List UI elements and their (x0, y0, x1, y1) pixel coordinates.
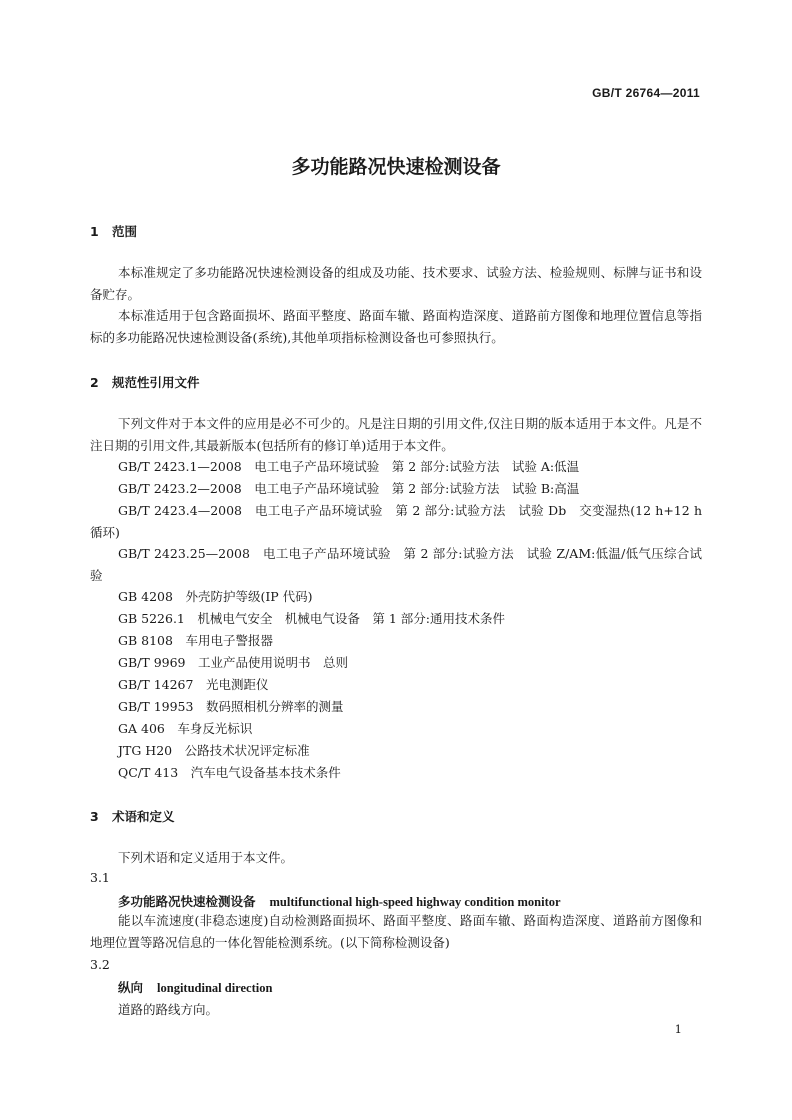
term-heading (118, 978, 272, 996)
reference-item: GB/T 9969 工业产品使用说明书 总则 (118, 655, 349, 670)
section-title: 范围 (112, 224, 138, 239)
section-number: 1 (90, 224, 99, 239)
term-english: multifunctional high-speed highway condition monitor (269, 895, 561, 909)
reference-item: JTG H20 公路技术状况评定标准 (118, 743, 310, 758)
document-title: 多功能路况快速检测设备 (291, 156, 501, 178)
scope-paragraph-2: 本标准适用于包含路面损坏、路面平整度、路面车辙、路面构造深度、道路前方图像和地理位置信息等指标的多功能路况快速检测设备(系统),其他单项指标检测设备也可参照执行。 (90, 308, 702, 345)
reference-item: GB/T 14267 光电测距仪 (118, 677, 269, 692)
term-chinese: 纵向 (118, 980, 144, 995)
section-heading-normative-references (90, 373, 200, 391)
reference-item: GB/T 2423.1—2008 电工电子产品环境试验 第 2 部分:试验方法 试验 A:低温 (118, 459, 580, 474)
page-number: 1 (674, 1022, 682, 1036)
references-intro: 下列文件对于本文件的应用是必不可少的。凡是注日期的引用文件,仅注日期的版本适用于本文件。凡是不注日期的引用文件,其最新版本(包括所有的修订单)适用于本文件。 (90, 416, 702, 453)
term-number: 3.2 (90, 957, 110, 972)
section-title: 术语和定义 (112, 809, 175, 824)
term-definition: 能以车流速度(非稳态速度)自动检测路面损坏、路面平整度、路面车辙、路面构造深度、道路前方图像和地理位置等路况信息的一体化智能检测系统。(以下简称检测设备) (90, 913, 702, 950)
reference-item: GB 5226.1 机械电气安全 机械电气设备 第 1 部分:通用技术条件 (118, 611, 505, 626)
term-heading (118, 892, 561, 910)
reference-item: GA 406 车身反光标识 (118, 721, 253, 736)
reference-item: GB/T 2423.4—2008 电工电子产品环境试验 第 2 部分:试验方法 试验 Db 交变湿热(12 h+12 h 循环) (90, 503, 702, 540)
term-definition: 道路的路线方向。 (118, 1002, 219, 1017)
scope-paragraph-1: 本标准规定了多功能路况快速检测设备的组成及功能、技术要求、试验方法、检验规则、标牌与证书和设备贮存。 (90, 265, 702, 302)
reference-item: GB/T 19953 数码照相机分辨率的测量 (118, 699, 344, 714)
term-chinese: 多功能路况快速检测设备 (118, 894, 256, 909)
section-heading-terms (90, 807, 175, 825)
terms-intro: 下列术语和定义适用于本文件。 (118, 850, 294, 865)
reference-item: GB/T 2423.25—2008 电工电子产品环境试验 第 2 部分:试验方法 试验 Z/AM:低温/低气压综合试验 (90, 546, 702, 583)
section-number: 2 (90, 375, 99, 390)
reference-item: QC/T 413 汽车电气设备基本技术条件 (118, 765, 341, 780)
term-number: 3.1 (90, 870, 110, 885)
standard-code: GB/T 26764—2011 (592, 86, 700, 100)
section-heading-scope (90, 222, 137, 240)
reference-item: GB 8108 车用电子警报器 (118, 633, 273, 648)
section-number: 3 (90, 809, 99, 824)
reference-item: GB/T 2423.2—2008 电工电子产品环境试验 第 2 部分:试验方法 试验 B:高温 (118, 481, 580, 496)
reference-item: GB 4208 外壳防护等级(IP 代码) (118, 589, 313, 604)
section-title: 规范性引用文件 (112, 375, 200, 390)
term-english: longitudinal direction (157, 981, 273, 995)
